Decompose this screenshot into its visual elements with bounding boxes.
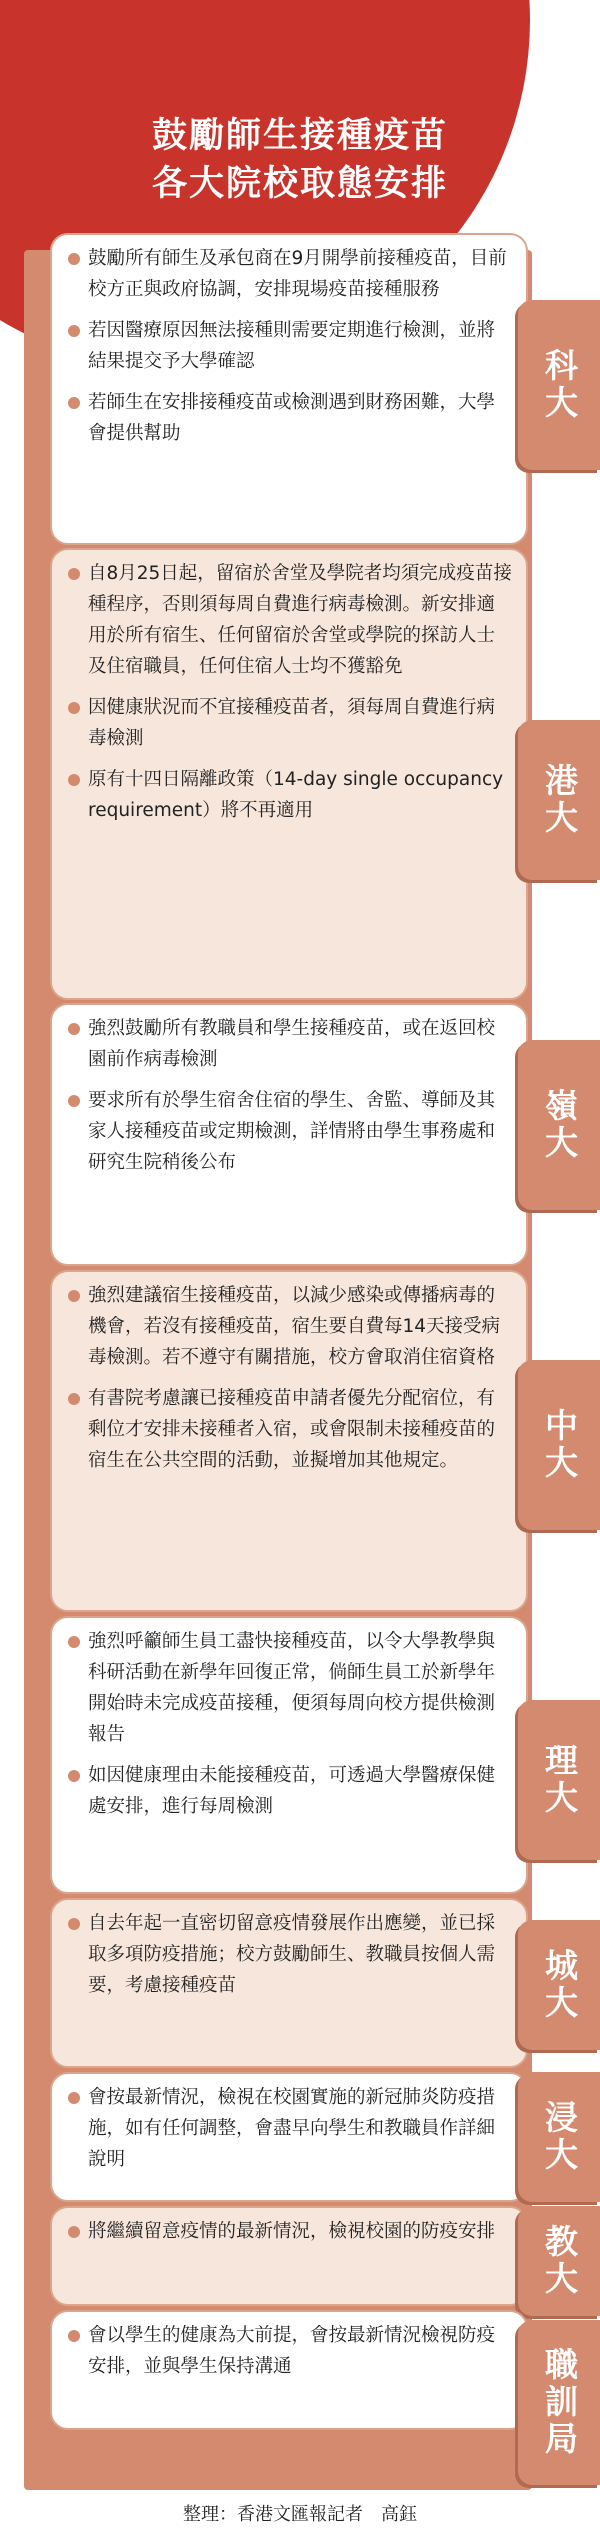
bullet-text: 原有十四日隔離政策（14-day single occupancy requirement）將不再適用 — [88, 769, 504, 821]
bullet-dot-icon — [68, 397, 80, 409]
bullet-item — [68, 1908, 512, 2001]
section-tab-label: 中大 — [540, 1408, 579, 1482]
bullet-dot-icon — [68, 1636, 80, 1648]
bullet-dot-icon — [68, 1393, 80, 1405]
bullet-item — [68, 1626, 512, 1750]
bullet-text: 若因醫療原因無法接種則需要定期進行檢測，並將結果提交予大學確認 — [88, 320, 496, 372]
bullet-text: 強烈呼籲師生員工盡快接種疫苗，以令大學教學與科研活動在新學年回復正常，倘師生員工於新學年開始時未完成疫苗接種，便須每周向校方提供檢測報告 — [88, 1631, 496, 1745]
bullet-item — [68, 1383, 512, 1476]
bullet-dot-icon — [68, 1023, 80, 1035]
bullet-dot-icon — [68, 1770, 80, 1782]
section-tab-3 — [518, 1040, 600, 1210]
bullet-dot-icon — [68, 1290, 80, 1302]
bullet-text: 強烈鼓勵所有教職員和學生接種疫苗，或在返回校園前作病毒檢測 — [88, 1018, 496, 1070]
bullet-item — [68, 558, 512, 682]
bullet-text: 自8月25日起，留宿於舍堂及學院者均須完成疫苗接種程序，否則須每周自費進行病毒檢測。新安排適用於所有宿生、任何留宿於舍堂或學院的探訪人士及住宿職員，任何住宿人士均不獲豁免 — [88, 563, 512, 677]
bullet-dot-icon — [68, 2330, 80, 2342]
section-box-6 — [50, 1898, 528, 2068]
bullet-text: 因健康狀況而不宜接種疫苗者，須每周自費進行病毒檢測 — [88, 697, 496, 749]
section-box-4 — [50, 1270, 528, 1612]
section-tab-1 — [518, 300, 600, 470]
section-tab-label: 城大 — [540, 1948, 579, 2022]
bullet-item — [68, 2320, 512, 2382]
bullet-item — [68, 764, 512, 826]
section-tab-label: 嶺大 — [540, 1088, 579, 1162]
bullet-text: 會按最新情況，檢視在校園實施的新冠肺炎防疫措施，如有任何調整，會盡早向學生和教職員作詳細說明 — [88, 2087, 496, 2170]
title-line-2: 各大院校取態安排 — [151, 164, 448, 204]
bullet-item — [68, 692, 512, 754]
section-box-8 — [50, 2206, 528, 2306]
bullet-item — [68, 315, 512, 377]
bullet-dot-icon — [68, 568, 80, 580]
bullet-text: 強烈建議宿生接種疫苗，以減少感染或傳播病毒的機會，若沒有接種疫苗，宿生要自費每14天接受病毒檢測。若不遵守有關措施，校方會取消住宿資格 — [88, 1285, 501, 1368]
bullet-text: 若師生在安排接種疫苗或檢測遇到財務困難，大學會提供幫助 — [88, 392, 496, 444]
bullet-dot-icon — [68, 702, 80, 714]
bullet-text: 將繼續留意疫情的最新情況，檢視校園的防疫安排 — [88, 2221, 496, 2242]
credit-line: 整理：香港文匯報記者 高鈺 — [183, 2504, 417, 2525]
section-box-9 — [50, 2310, 528, 2430]
bullet-item — [68, 2082, 512, 2175]
section-tab-label: 理大 — [540, 1743, 579, 1817]
section-tab-5 — [518, 1700, 600, 1860]
section-tab-label: 浸大 — [540, 2100, 579, 2174]
bullet-item — [68, 1013, 512, 1075]
bullet-text: 會以學生的健康為大前提，會按最新情況檢視防疫安排，並與學生保持溝通 — [88, 2325, 496, 2377]
section-tab-2 — [518, 720, 600, 880]
bullet-item — [68, 1085, 512, 1178]
bullet-item — [68, 1280, 512, 1373]
bullet-dot-icon — [68, 253, 80, 265]
section-tab-6 — [518, 1920, 600, 2050]
section-tab-8 — [518, 2206, 600, 2316]
title-line-1: 鼓勵師生接種疫苗 — [151, 116, 448, 156]
bullet-item — [68, 1760, 512, 1822]
bullet-text: 鼓勵所有師生及承包商在9月開學前接種疫苗，目前校方正與政府協調，安排現場疫苗接種服務 — [88, 248, 507, 300]
section-tab-label: 港大 — [540, 763, 579, 837]
bullet-dot-icon — [68, 325, 80, 337]
section-tab-label: 職訓局 — [540, 2347, 579, 2458]
bullet-dot-icon — [68, 1918, 80, 1930]
section-box-5 — [50, 1616, 528, 1894]
section-tab-4 — [518, 1360, 600, 1530]
section-tab-label: 科大 — [540, 348, 579, 422]
bullet-dot-icon — [68, 1095, 80, 1107]
section-tab-label: 教大 — [540, 2224, 579, 2298]
bullet-dot-icon — [68, 2226, 80, 2238]
section-tab-9 — [518, 2320, 600, 2485]
section-box-2 — [50, 548, 528, 1000]
bullet-item — [68, 2216, 512, 2247]
section-box-3 — [50, 1003, 528, 1266]
bullet-item — [68, 243, 512, 305]
section-box-1 — [50, 233, 528, 545]
bullet-text: 有書院考慮讓已接種疫苗申請者優先分配宿位，有剩位才安排未接種者入宿，或會限制未接種疫苗的宿生在公共空間的活動，並擬增加其他規定。 — [88, 1388, 496, 1471]
bullet-text: 要求所有於學生宿舍住宿的學生、舍監、導師及其家人接種疫苗或定期檢測，詳情將由學生事務處和研究生院稍後公布 — [88, 1090, 496, 1173]
section-tab-7 — [518, 2072, 600, 2202]
bullet-text: 如因健康理由未能接種疫苗，可透過大學醫療保健處安排，進行每周檢測 — [88, 1765, 496, 1817]
section-box-7 — [50, 2072, 528, 2202]
bullet-dot-icon — [68, 2092, 80, 2104]
bullet-text: 自去年起一直密切留意疫情發展作出應變，並已採取多項防疫措施；校方鼓勵師生、教職員按個人需要，考慮接種疫苗 — [88, 1913, 496, 1996]
bullet-dot-icon — [68, 774, 80, 786]
page-title — [0, 112, 600, 208]
bullet-item — [68, 387, 512, 449]
